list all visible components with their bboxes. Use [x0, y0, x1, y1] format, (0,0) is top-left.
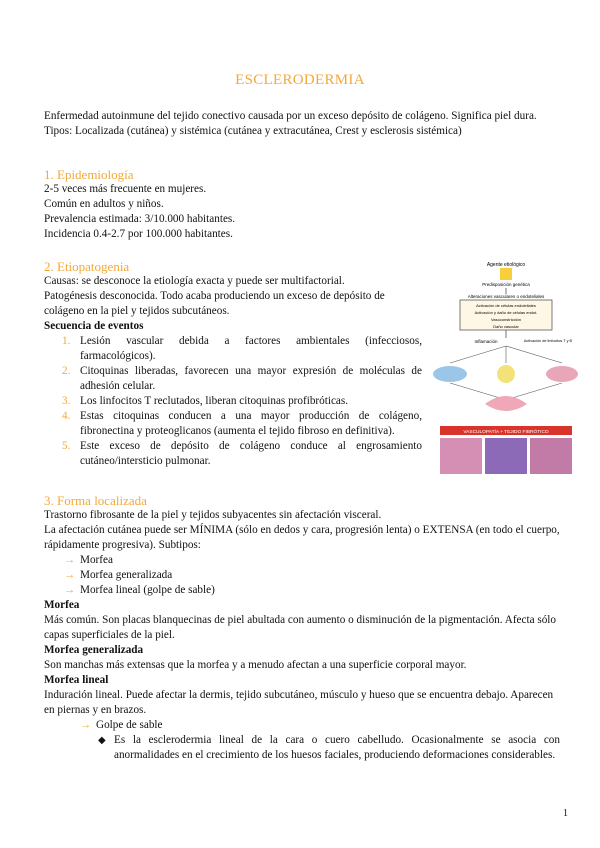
histology-image [485, 438, 527, 474]
list-item: 2. Citoquinas liberadas, favorecen una mayor expresión de moléculas de adhesión celular. [62, 365, 422, 392]
endothelial-cell-icon [433, 366, 467, 382]
arrow-icon: → [64, 584, 76, 596]
figure-infl-label: Inflamación [474, 339, 498, 344]
figure-activ-label: Activación de linfocitos T y B [523, 339, 573, 343]
list-item: 1. Lesión vascular debida a factores ambientales (infecciosos, farmacológicos). [62, 335, 422, 362]
etiopathogenesis-section [44, 259, 422, 469]
pathogenesis-figure [430, 258, 582, 490]
page-number: 1 [563, 808, 568, 819]
sequence-list [44, 334, 422, 469]
diamond-bullet-icon: ◆ [98, 735, 106, 746]
golpe-description: ◆ Es la esclerodermia lineal de la cara o cuero cabelludo. Ocasionalmente se asocia con anormalidades en el crecimiento de los huesos faciales, produciendo deformaciones considerables. [98, 734, 560, 761]
epi-line: Incidencia 0.4-2.7 por 100.000 habitantes. [44, 228, 233, 240]
localized-heading: 3. Forma localizada [44, 493, 147, 508]
list-item: 3. Los linfocitos T reclutados, liberan citoquinas profibróticas. [62, 395, 349, 407]
definition-text: Enfermedad autoinmune del tejido conectivo causada por un exceso depósito de colágeno. Significa piel dura. [44, 110, 537, 122]
etiopathogenesis-heading: 2. Etiopatogenia [44, 259, 130, 274]
figure-box-title: Alteraciones vasculares o endoteliales [467, 294, 545, 299]
figure-box-line: Vasoconstricción [491, 317, 521, 322]
histology-image [530, 438, 572, 474]
localized-form-section [44, 493, 560, 763]
golpe-item: → Golpe de sable [80, 719, 163, 731]
subtype-item: → Morfea lineal (golpe de sable) [64, 584, 215, 596]
morfea-heading: Morfea [44, 599, 80, 611]
subtype-item: → Morfea [64, 554, 113, 566]
morfea-lineal-text: Induración lineal. Puede afectar la dermis, tejido subcutáneo, músculo y hueso que se encuentra debajo. Aparecen en piernas y en brazos. [44, 689, 554, 716]
morfea-lineal-heading: Morfea lineal [44, 674, 109, 686]
figure-pred-label: Predisposición genética [482, 282, 530, 287]
pathogenesis-text: Patogénesis desconocida. Todo acaba produciendo un exceso de depósito de colágeno en la piel y tejidos subcutáneos. [44, 290, 385, 317]
fibroblast-icon [546, 366, 578, 382]
arrow-icon: → [64, 554, 76, 566]
arrow-icon: → [80, 719, 92, 731]
myofibroblast-icon [485, 396, 527, 411]
epidemiology-section [44, 167, 560, 242]
types-text: Tipos: Localizada (cutánea) y sistémica (cutánea y extracutánea, Crest y esclerosis sistémica) [44, 125, 462, 137]
list-item: 5. Este exceso de depósito de colágeno conduce al engrosamiento cutáneo/intersticio pulmonar. [62, 440, 422, 467]
list-item: 4. Estas citoquinas conducen a una mayor producción de colágeno, fibronectina y proteoglicanos (aumenta el tejido fibroso en definitiva). [62, 410, 422, 437]
agent-icon [500, 268, 512, 280]
epidemiology-heading: 1. Epidemiología [44, 167, 134, 182]
figure-band-label: VASCULOPATÍA + TEJIDO FIBRÓTICO [463, 430, 549, 435]
figure-top-label: Agente etiológico [486, 262, 526, 268]
figure-box-line: Daño vascular [493, 324, 519, 329]
epi-line: Prevalencia estimada: 3/10.000 habitantes. [44, 213, 236, 225]
histology-image [440, 438, 482, 474]
intro-section [44, 109, 560, 139]
document-title: ESCLERODERMIA [235, 72, 365, 88]
localized-line: Trastorno fibrosante de la piel y tejidos subyacentes sin afectación visceral. [44, 509, 382, 521]
subtype-item: → Morfea generalizada [64, 569, 173, 581]
arrow-icon: → [64, 569, 76, 581]
sequence-heading: Secuencia de eventos [44, 320, 144, 332]
figure-box-line: Activación y daño de células endot. [474, 310, 538, 315]
causes-text: Causas: se desconoce la etiología exacta y puede ser multifactorial. [44, 275, 345, 287]
epi-line: Común en adultos y niños. [44, 198, 164, 210]
morfea-generalizada-heading: Morfea generalizada [44, 644, 144, 656]
lymphocyte-icon [497, 365, 515, 383]
figure-box-line: Activación de células endoteliales [476, 303, 536, 308]
epi-line: 2-5 veces más frecuente en mujeres. [44, 183, 207, 195]
localized-line: La afectación cutánea puede ser MÍNIMA (sólo en dedos y cara, progresión lenta) o EXTENSA (en todo el cuerpo, rápidamente progresiva). Subtipos: [44, 524, 560, 551]
morfea-generalizada-text: Son manchas más extensas que la morfea y a menudo afectan a una superficie corporal mayor. [44, 659, 467, 671]
morfea-text: Más común. Son placas blanquecinas de piel abultada con aumento o disminución de la pigmentación. Afecta sólo capas superficiales de la piel. [44, 614, 557, 641]
